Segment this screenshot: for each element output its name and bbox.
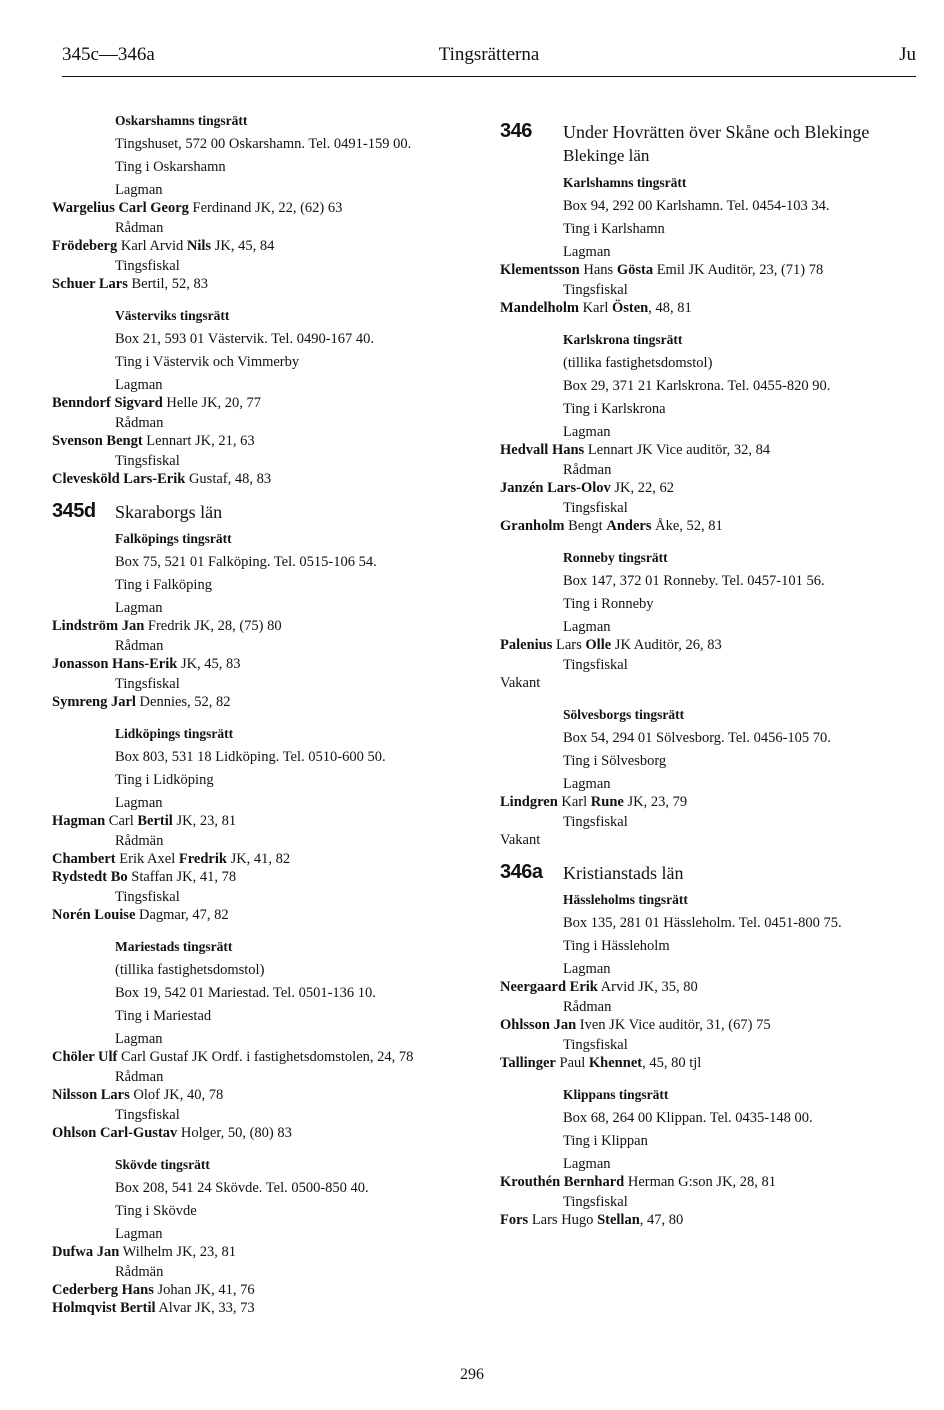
role-title: Lagman	[115, 182, 163, 198]
court-entry	[500, 1084, 920, 1229]
court-entry	[500, 547, 920, 692]
court-name: Hässleholms tingsrätt	[563, 892, 688, 907]
court-info-line: (tillika fastighetsdomstol)	[115, 962, 265, 978]
person-entry	[500, 793, 920, 811]
person-entry	[52, 868, 472, 886]
person-surname: Holmqvist Bertil	[52, 1300, 156, 1316]
person-entry	[52, 812, 472, 830]
role-title: Lagman	[563, 1156, 611, 1172]
person-callname: Anders	[606, 518, 652, 534]
left-column	[52, 110, 472, 1329]
section-subtitle: Blekinge län	[563, 146, 650, 165]
person-entry	[52, 850, 472, 868]
person-details: Alvar JK, 33, 73	[155, 1300, 255, 1316]
court-info-line: Tingshuset, 572 00 Oskarshamn. Tel. 0491-159 00.	[115, 136, 412, 152]
person-details: Lennart JK, 21, 63	[142, 433, 255, 449]
court-info-line: Box 803, 531 18 Lidköping. Tel. 0510-600 50.	[115, 749, 386, 765]
person-surname: Palenius	[500, 637, 553, 653]
person-details: Fredrik JK, 28, (75) 80	[144, 618, 282, 634]
role-title: Tingsfiskal	[115, 453, 180, 469]
right-column	[500, 110, 920, 1241]
person-surname: Hagman	[52, 813, 106, 829]
person-entry	[500, 261, 920, 279]
court-entry	[52, 723, 472, 924]
person-callname: Stellan	[597, 1212, 640, 1228]
person-surname: Jonasson Hans-Erik	[52, 656, 178, 672]
person-entry	[500, 517, 920, 535]
court-name: Sölvesborgs tingsrätt	[563, 707, 685, 722]
person-entry	[500, 1211, 920, 1229]
court-entry	[500, 889, 920, 1072]
person-details: Holger, 50, (80) 83	[177, 1125, 292, 1141]
person-details: Paul	[555, 1055, 589, 1071]
role-title: Tingsfiskal	[563, 282, 628, 298]
person-callname: Khennet	[588, 1055, 643, 1071]
court-info-line: Ting i Sölvesborg	[563, 753, 667, 769]
person-details: JK, 45, 83	[177, 656, 241, 672]
person-details-tail: JK, 41, 82	[226, 851, 291, 867]
person-details: Erik Axel	[115, 851, 179, 867]
person-surname: Cederberg Hans	[52, 1282, 154, 1298]
role-title: Tingsfiskal	[115, 258, 180, 274]
role-title: Rådman	[115, 415, 164, 431]
person-entry	[52, 906, 472, 924]
person-details-tail: , 47, 80	[639, 1212, 684, 1228]
person-surname: Norén Louise	[52, 907, 136, 923]
header-title: Tingsrätterna	[438, 44, 540, 65]
role-title: Lagman	[563, 961, 611, 977]
court-info-line: Box 29, 371 21 Karlskrona. Tel. 0455-820 90.	[563, 378, 831, 394]
person-entry	[500, 479, 920, 497]
court-name: Ronneby tingsrätt	[563, 550, 668, 565]
section-number: 345d	[52, 500, 96, 522]
court-info-line: Ting i Karlshamn	[563, 221, 665, 237]
person-details: Iven JK Vice auditör, 31, (67) 75	[576, 1017, 771, 1033]
person-entry	[500, 1054, 920, 1072]
court-name: Karlskrona tingsrätt	[563, 332, 683, 347]
person-details: Olof JK, 40, 78	[129, 1087, 224, 1103]
role-title: Tingsfiskal	[563, 500, 628, 516]
section-heading	[52, 500, 472, 524]
role-title: Tingsfiskal	[115, 676, 180, 692]
person-entry	[52, 1299, 472, 1317]
person-entry	[52, 1124, 472, 1142]
person-entry	[52, 693, 472, 711]
person-callname: Rune	[590, 794, 624, 810]
person-entry	[52, 1243, 472, 1261]
person-entry	[500, 441, 920, 459]
person-entry	[500, 978, 920, 996]
court-name: Falköpings tingsrätt	[115, 531, 232, 546]
role-title: Tingsfiskal	[563, 814, 628, 830]
person-entry	[52, 1048, 472, 1066]
court-info-line: Box 19, 542 01 Mariestad. Tel. 0501-136 10.	[115, 985, 376, 1001]
person-surname: Tallinger	[500, 1055, 556, 1071]
role-title: Rådmän	[115, 833, 164, 849]
person-details: Lennart JK Vice auditör, 32, 84	[584, 442, 771, 458]
court-info-line: Box 75, 521 01 Falköping. Tel. 0515-106 54.	[115, 554, 377, 570]
role-title: Rådman	[115, 220, 164, 236]
person-surname: Wargelius Carl Georg	[52, 200, 189, 216]
court-info-line: Ting i Klippan	[563, 1133, 648, 1149]
section-heading	[500, 861, 920, 885]
person-details: Staffan JK, 41, 78	[127, 869, 237, 885]
role-title: Lagman	[563, 244, 611, 260]
person-entry	[500, 831, 920, 849]
person-entry	[52, 394, 472, 412]
person-details: Carl	[105, 813, 138, 829]
court-entry	[52, 528, 472, 711]
page-header	[62, 44, 916, 70]
role-title: Lagman	[563, 776, 611, 792]
court-entry	[500, 704, 920, 849]
person-details: Lars	[552, 637, 586, 653]
person-surname: Ohlson Carl-Gustav	[52, 1125, 178, 1141]
person-surname: Ohlsson Jan	[500, 1017, 577, 1033]
court-info-line: Box 94, 292 00 Karlshamn. Tel. 0454-103 34.	[563, 198, 830, 214]
person-surname: Dufwa Jan	[52, 1244, 120, 1260]
role-title: Tingsfiskal	[563, 1194, 628, 1210]
person-callname: Östen	[611, 300, 649, 316]
role-title: Lagman	[115, 1226, 163, 1242]
role-title: Lagman	[563, 619, 611, 635]
person-callname: Fredrik	[178, 851, 227, 867]
person-entry	[52, 275, 472, 293]
person-entry	[500, 299, 920, 317]
court-info-line: Ting i Hässleholm	[563, 938, 670, 954]
person-entry	[500, 636, 920, 654]
court-info-line: (tillika fastighetsdomstol)	[563, 355, 713, 371]
person-surname: Chöler Ulf	[52, 1049, 118, 1065]
header-section-range: 345c—346a	[62, 44, 155, 65]
person-entry	[52, 432, 472, 450]
court-info-line: Ting i Mariestad	[115, 1008, 212, 1024]
court-entry	[52, 110, 472, 293]
person-entry	[52, 1281, 472, 1299]
person-details: Lars Hugo	[528, 1212, 598, 1228]
court-info-line: Box 135, 281 01 Hässleholm. Tel. 0451-800 75.	[563, 915, 842, 931]
person-details: Hans	[579, 262, 617, 278]
court-name: Mariestads tingsrätt	[115, 939, 233, 954]
court-entry	[52, 936, 472, 1142]
court-info-line: Box 147, 372 01 Ronneby. Tel. 0457-101 56.	[563, 573, 825, 589]
section-number: 346	[500, 120, 532, 142]
section-title: Skaraborgs län	[115, 502, 223, 522]
person-surname: Schuer Lars	[52, 276, 128, 292]
court-name: Västerviks tingsrätt	[115, 308, 230, 323]
header-rule	[62, 76, 916, 77]
court-name: Klippans tingsrätt	[563, 1087, 669, 1102]
person-surname: Lindström Jan	[52, 618, 145, 634]
role-title: Tingsfiskal	[563, 657, 628, 673]
court-info-line: Box 21, 593 01 Västervik. Tel. 0490-167 40.	[115, 331, 375, 347]
court-name: Lidköpings tingsrätt	[115, 726, 234, 741]
person-details-tail: JK, 23, 81	[172, 813, 237, 829]
role-title: Rådman	[115, 638, 164, 654]
person-surname: Granholm	[500, 518, 565, 534]
court-info-line: Ting i Västervik och Vimmerby	[115, 354, 300, 370]
court-info-line: Box 54, 294 01 Sölvesborg. Tel. 0456-105 70.	[563, 730, 831, 746]
person-details: Dagmar, 47, 82	[135, 907, 229, 923]
role-title: Lagman	[115, 1031, 163, 1047]
person-details-tail: JK, 23, 79	[623, 794, 688, 810]
person-surname: Hedvall Hans	[500, 442, 585, 458]
person-entry	[52, 237, 472, 255]
person-details: Helle JK, 20, 77	[162, 395, 262, 411]
person-surname: Benndorf Sigvard	[52, 395, 163, 411]
person-details: Bengt	[564, 518, 607, 534]
person-surname: Nilsson Lars	[52, 1087, 130, 1103]
person-details-tail: , 45, 80 tjl	[642, 1055, 702, 1071]
role-title: Tingsfiskal	[563, 1037, 628, 1053]
role-title: Rådman	[115, 1069, 164, 1085]
court-name: Oskarshamns tingsrätt	[115, 113, 248, 128]
person-entry	[52, 199, 472, 217]
person-entry	[500, 674, 920, 692]
person-surname: Lindgren	[500, 794, 558, 810]
person-details: Karl Arvid	[117, 238, 187, 254]
section-title-block	[563, 120, 869, 168]
section-heading	[500, 120, 920, 168]
person-details: Johan JK, 41, 76	[153, 1282, 255, 1298]
person-entry	[52, 655, 472, 673]
person-details: Dennies, 52, 82	[135, 694, 231, 710]
person-surname: Mandelholm	[500, 300, 579, 316]
person-details: Wilhelm JK, 23, 81	[119, 1244, 237, 1260]
person-entry	[52, 1086, 472, 1104]
role-title: Lagman	[115, 377, 163, 393]
person-details-tail: , 48, 81	[648, 300, 692, 316]
court-entry	[52, 305, 472, 488]
person-details: Carl Gustaf JK Ordf. i fastighetsdomstolen, 24, 78	[117, 1049, 414, 1065]
court-entry	[500, 329, 920, 535]
person-entry	[500, 1016, 920, 1034]
court-name: Karlshamns tingsrätt	[563, 175, 687, 190]
person-surname: Neergaard Erik	[500, 979, 598, 995]
role-title: Rådman	[563, 999, 612, 1015]
role-title: Lagman	[563, 424, 611, 440]
court-info-line: Ting i Ronneby	[563, 596, 654, 612]
person-entry	[52, 617, 472, 635]
person-surname: Janzén Lars-Olov	[500, 480, 611, 496]
court-info-line: Ting i Lidköping	[115, 772, 214, 788]
court-entry	[52, 1154, 472, 1317]
person-details: Karl	[578, 300, 612, 316]
section-title: Kristianstads län	[563, 863, 684, 883]
person-details-tail: Åke, 52, 81	[651, 518, 723, 534]
role-title: Rådmän	[115, 1264, 164, 1280]
court-info-line: Ting i Oskarshamn	[115, 159, 226, 175]
court-info-line: Ting i Karlskrona	[563, 401, 666, 417]
person-surname: Klementsson	[500, 262, 580, 278]
role-title: Lagman	[115, 795, 163, 811]
role-title: Tingsfiskal	[115, 889, 180, 905]
person-surname: Svenson Bengt	[52, 433, 143, 449]
person-callname: Olle	[585, 637, 612, 653]
person-entry	[500, 1173, 920, 1191]
person-details: Karl	[557, 794, 591, 810]
person-details: Arvid JK, 35, 80	[597, 979, 698, 995]
person-surname: Rydstedt Bo	[52, 869, 128, 885]
page-number: 296	[460, 1366, 484, 1383]
person-surname: Frödeberg	[52, 238, 118, 254]
person-details: Vakant	[500, 675, 541, 691]
section-title: Under Hovrätten över Skåne och Blekinge	[563, 122, 870, 142]
person-details-tail: JK Auditör, 26, 83	[611, 637, 722, 653]
person-surname: Krouthén Bernhard	[500, 1174, 625, 1190]
person-callname: Bertil	[137, 813, 173, 829]
person-surname: Clevesköld Lars-Erik	[52, 471, 186, 487]
section-title-block	[115, 500, 222, 524]
person-surname: Chambert	[52, 851, 116, 867]
person-details-tail: JK, 45, 84	[211, 238, 275, 254]
person-surname: Symreng Jarl	[52, 694, 136, 710]
person-callname: Gösta	[616, 262, 654, 278]
court-info-line: Ting i Skövde	[115, 1203, 197, 1219]
person-details: Gustaf, 48, 83	[185, 471, 272, 487]
court-info-line: Ting i Falköping	[115, 577, 212, 593]
person-details-tail: Emil JK Auditör, 23, (71) 78	[653, 262, 824, 278]
role-title: Rådman	[563, 462, 612, 478]
person-details: Bertil, 52, 83	[127, 276, 209, 292]
section-number: 346a	[500, 861, 543, 883]
section-title-block	[563, 861, 683, 885]
court-entry	[500, 172, 920, 317]
header-department: Ju	[899, 44, 916, 65]
person-details: Vakant	[500, 832, 541, 848]
court-info-line: Box 208, 541 24 Skövde. Tel. 0500-850 40.	[115, 1180, 369, 1196]
court-info-line: Box 68, 264 00 Klippan. Tel. 0435-148 00.	[563, 1110, 813, 1126]
person-callname: Nils	[186, 238, 212, 254]
person-details: JK, 22, 62	[610, 480, 675, 496]
person-details: Ferdinand JK, 22, (62) 63	[188, 200, 343, 216]
person-details: Herman G:son JK, 28, 81	[624, 1174, 777, 1190]
role-title: Lagman	[115, 600, 163, 616]
person-surname: Fors	[500, 1212, 529, 1228]
court-name: Skövde tingsrätt	[115, 1157, 210, 1172]
person-entry	[52, 470, 472, 488]
role-title: Tingsfiskal	[115, 1107, 180, 1123]
